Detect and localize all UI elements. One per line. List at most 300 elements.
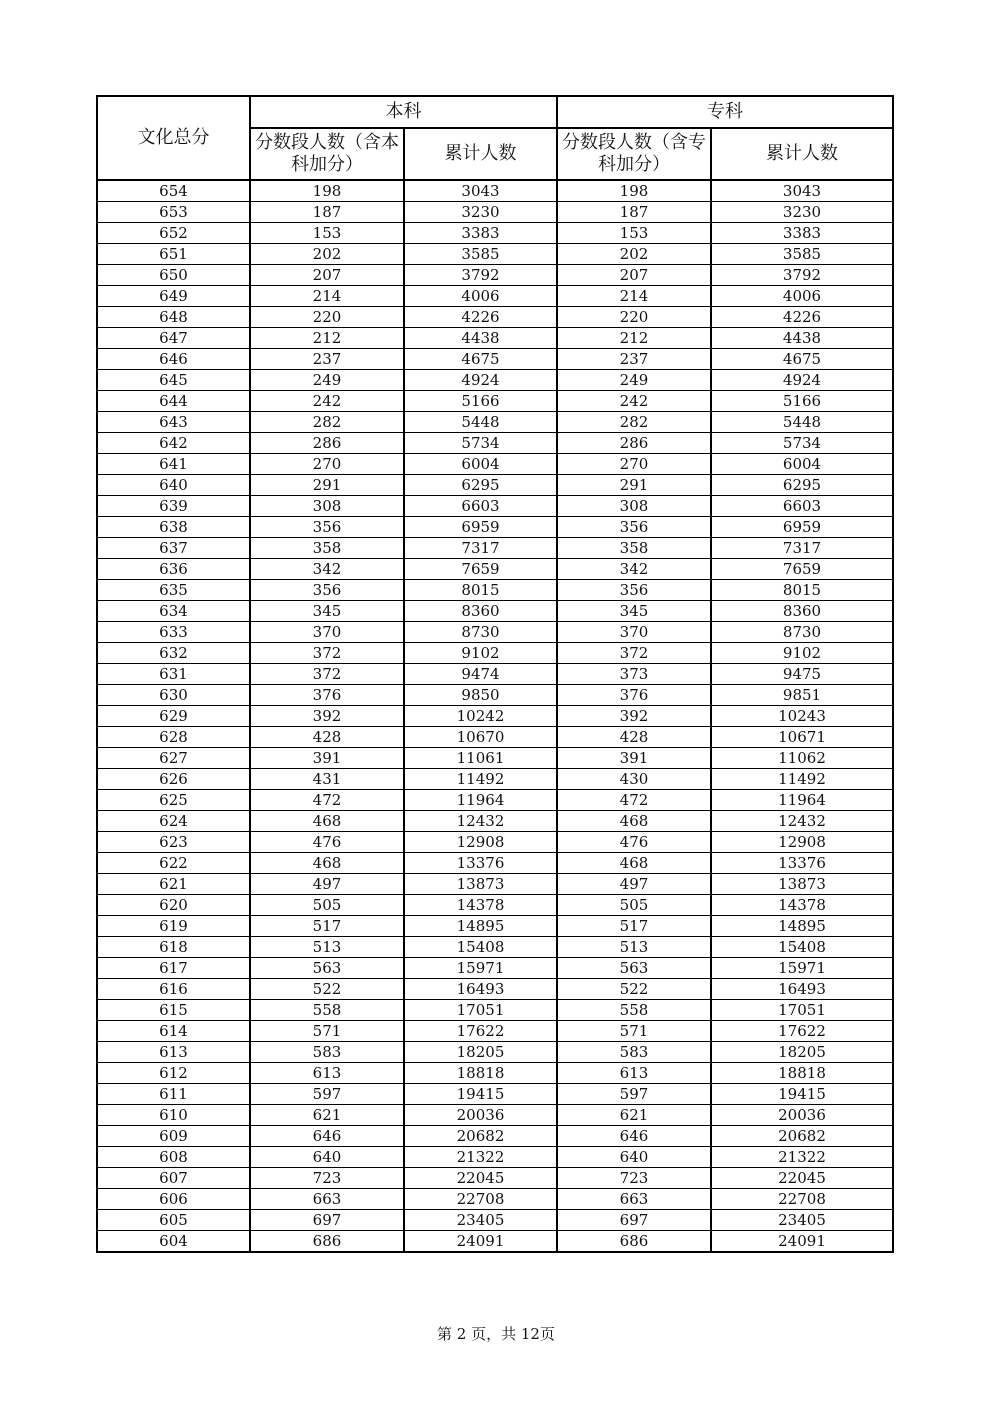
junior-count-cell: 153 xyxy=(557,223,711,244)
undergrad-cumulative-cell: 3043 xyxy=(404,180,557,202)
table-row xyxy=(97,180,893,202)
undergrad-cumulative-cell: 22708 xyxy=(404,1189,557,1210)
junior-cumulative-cell: 3792 xyxy=(711,265,893,286)
undergrad-count-cell: 345 xyxy=(250,601,404,622)
undergrad-count-cell: 646 xyxy=(250,1126,404,1147)
undergrad-count-cell: 342 xyxy=(250,559,404,580)
score-cell: 647 xyxy=(97,328,250,349)
undergrad-cumulative-cell: 17051 xyxy=(404,1000,557,1021)
table-header xyxy=(97,96,893,180)
junior-cumulative-cell: 9102 xyxy=(711,643,893,664)
undergrad-cumulative-cell: 8730 xyxy=(404,622,557,643)
junior-cumulative-cell: 5166 xyxy=(711,391,893,412)
table-row xyxy=(97,958,893,979)
score-cell: 648 xyxy=(97,307,250,328)
score-cell: 617 xyxy=(97,958,250,979)
junior-cumulative-cell: 4226 xyxy=(711,307,893,328)
junior-cumulative-cell: 6959 xyxy=(711,517,893,538)
undergrad-count-cell: 187 xyxy=(250,202,404,223)
table-row xyxy=(97,580,893,601)
table-row xyxy=(97,1189,893,1210)
undergrad-count-cell: 291 xyxy=(250,475,404,496)
score-cell: 653 xyxy=(97,202,250,223)
junior-cumulative-cell: 10671 xyxy=(711,727,893,748)
junior-cumulative-cell: 21322 xyxy=(711,1147,893,1168)
junior-cumulative-cell: 10243 xyxy=(711,706,893,727)
undergrad-cumulative-cell: 7659 xyxy=(404,559,557,580)
undergrad-cumulative-cell: 20682 xyxy=(404,1126,557,1147)
undergrad-count-cell: 270 xyxy=(250,454,404,475)
junior-cumulative-cell: 18205 xyxy=(711,1042,893,1063)
junior-cumulative-cell: 8015 xyxy=(711,580,893,601)
undergrad-cumulative-cell: 3585 xyxy=(404,244,557,265)
junior-cumulative-cell: 6004 xyxy=(711,454,893,475)
score-cell: 646 xyxy=(97,349,250,370)
junior-count-cell: 291 xyxy=(557,475,711,496)
header-junior-cumulative: 累计人数 xyxy=(711,128,893,180)
table-row xyxy=(97,790,893,811)
table-row xyxy=(97,454,893,475)
score-cell: 641 xyxy=(97,454,250,475)
undergrad-count-cell: 686 xyxy=(250,1231,404,1253)
table-row xyxy=(97,664,893,685)
junior-count-cell: 214 xyxy=(557,286,711,307)
undergrad-count-cell: 372 xyxy=(250,664,404,685)
undergrad-cumulative-cell: 21322 xyxy=(404,1147,557,1168)
junior-count-cell: 476 xyxy=(557,832,711,853)
header-score: 文化总分 xyxy=(97,96,250,180)
table-row xyxy=(97,832,893,853)
undergrad-count-cell: 376 xyxy=(250,685,404,706)
table-row xyxy=(97,559,893,580)
undergrad-cumulative-cell: 10242 xyxy=(404,706,557,727)
junior-cumulative-cell: 5448 xyxy=(711,412,893,433)
junior-count-cell: 571 xyxy=(557,1021,711,1042)
undergrad-cumulative-cell: 11964 xyxy=(404,790,557,811)
score-cell: 618 xyxy=(97,937,250,958)
undergrad-cumulative-cell: 9474 xyxy=(404,664,557,685)
table-row xyxy=(97,1084,893,1105)
undergrad-cumulative-cell: 10670 xyxy=(404,727,557,748)
junior-count-cell: 563 xyxy=(557,958,711,979)
junior-cumulative-cell: 13873 xyxy=(711,874,893,895)
junior-cumulative-cell: 22045 xyxy=(711,1168,893,1189)
undergrad-cumulative-cell: 6959 xyxy=(404,517,557,538)
score-cell: 615 xyxy=(97,1000,250,1021)
undergrad-count-cell: 613 xyxy=(250,1063,404,1084)
junior-count-cell: 468 xyxy=(557,811,711,832)
score-cell: 624 xyxy=(97,811,250,832)
junior-cumulative-cell: 3230 xyxy=(711,202,893,223)
undergrad-cumulative-cell: 4438 xyxy=(404,328,557,349)
junior-cumulative-cell: 19415 xyxy=(711,1084,893,1105)
table-row xyxy=(97,979,893,1000)
page-footer: 第 2 页，共 12页 xyxy=(437,1325,555,1343)
undergrad-count-cell: 723 xyxy=(250,1168,404,1189)
table-row xyxy=(97,1021,893,1042)
undergrad-cumulative-cell: 24091 xyxy=(404,1231,557,1253)
junior-cumulative-cell: 20036 xyxy=(711,1105,893,1126)
junior-cumulative-cell: 13376 xyxy=(711,853,893,874)
table-row xyxy=(97,601,893,622)
junior-count-cell: 597 xyxy=(557,1084,711,1105)
table-row xyxy=(97,1231,893,1253)
undergrad-cumulative-cell: 6004 xyxy=(404,454,557,475)
table-row xyxy=(97,412,893,433)
undergrad-count-cell: 697 xyxy=(250,1210,404,1231)
undergrad-count-cell: 202 xyxy=(250,244,404,265)
score-cell: 625 xyxy=(97,790,250,811)
undergrad-count-cell: 237 xyxy=(250,349,404,370)
score-cell: 630 xyxy=(97,685,250,706)
table-row xyxy=(97,475,893,496)
undergrad-cumulative-cell: 14378 xyxy=(404,895,557,916)
junior-count-cell: 308 xyxy=(557,496,711,517)
table-row xyxy=(97,706,893,727)
undergrad-count-cell: 308 xyxy=(250,496,404,517)
score-cell: 631 xyxy=(97,664,250,685)
junior-cumulative-cell: 4924 xyxy=(711,370,893,391)
undergrad-count-cell: 370 xyxy=(250,622,404,643)
junior-count-cell: 242 xyxy=(557,391,711,412)
junior-cumulative-cell: 22708 xyxy=(711,1189,893,1210)
undergrad-count-cell: 356 xyxy=(250,517,404,538)
junior-count-cell: 613 xyxy=(557,1063,711,1084)
junior-cumulative-cell: 3585 xyxy=(711,244,893,265)
table-row xyxy=(97,1063,893,1084)
undergrad-count-cell: 597 xyxy=(250,1084,404,1105)
table-row xyxy=(97,1168,893,1189)
undergrad-cumulative-cell: 4675 xyxy=(404,349,557,370)
undergrad-count-cell: 356 xyxy=(250,580,404,601)
undergrad-count-cell: 220 xyxy=(250,307,404,328)
table-row xyxy=(97,307,893,328)
undergrad-count-cell: 505 xyxy=(250,895,404,916)
undergrad-count-cell: 372 xyxy=(250,643,404,664)
undergrad-cumulative-cell: 4226 xyxy=(404,307,557,328)
junior-cumulative-cell: 11062 xyxy=(711,748,893,769)
table-row xyxy=(97,895,893,916)
junior-cumulative-cell: 15408 xyxy=(711,937,893,958)
undergrad-count-cell: 522 xyxy=(250,979,404,1000)
undergrad-count-cell: 358 xyxy=(250,538,404,559)
undergrad-cumulative-cell: 3230 xyxy=(404,202,557,223)
junior-count-cell: 372 xyxy=(557,643,711,664)
score-cell: 626 xyxy=(97,769,250,790)
score-cell: 611 xyxy=(97,1084,250,1105)
junior-cumulative-cell: 14895 xyxy=(711,916,893,937)
junior-count-cell: 513 xyxy=(557,937,711,958)
junior-cumulative-cell: 4438 xyxy=(711,328,893,349)
junior-count-cell: 373 xyxy=(557,664,711,685)
junior-count-cell: 202 xyxy=(557,244,711,265)
undergrad-count-cell: 476 xyxy=(250,832,404,853)
score-cell: 619 xyxy=(97,916,250,937)
undergrad-count-cell: 198 xyxy=(250,180,404,202)
junior-count-cell: 697 xyxy=(557,1210,711,1231)
table-row xyxy=(97,811,893,832)
undergrad-count-cell: 472 xyxy=(250,790,404,811)
table-row xyxy=(97,538,893,559)
table-row xyxy=(97,937,893,958)
undergrad-count-cell: 558 xyxy=(250,1000,404,1021)
undergrad-count-cell: 392 xyxy=(250,706,404,727)
undergrad-count-cell: 583 xyxy=(250,1042,404,1063)
junior-cumulative-cell: 9851 xyxy=(711,685,893,706)
undergrad-cumulative-cell: 15971 xyxy=(404,958,557,979)
score-cell: 636 xyxy=(97,559,250,580)
score-cell: 644 xyxy=(97,391,250,412)
score-cell: 621 xyxy=(97,874,250,895)
junior-cumulative-cell: 11492 xyxy=(711,769,893,790)
junior-cumulative-cell: 5734 xyxy=(711,433,893,454)
table-row xyxy=(97,853,893,874)
junior-count-cell: 472 xyxy=(557,790,711,811)
junior-cumulative-cell: 4675 xyxy=(711,349,893,370)
score-cell: 642 xyxy=(97,433,250,454)
undergrad-cumulative-cell: 7317 xyxy=(404,538,557,559)
table-row xyxy=(97,1210,893,1231)
junior-cumulative-cell: 9475 xyxy=(711,664,893,685)
score-cell: 640 xyxy=(97,475,250,496)
score-cell: 634 xyxy=(97,601,250,622)
undergrad-cumulative-cell: 19415 xyxy=(404,1084,557,1105)
undergrad-cumulative-cell: 11492 xyxy=(404,769,557,790)
undergrad-cumulative-cell: 20036 xyxy=(404,1105,557,1126)
table-row xyxy=(97,391,893,412)
table-row xyxy=(97,433,893,454)
junior-count-cell: 358 xyxy=(557,538,711,559)
undergrad-count-cell: 663 xyxy=(250,1189,404,1210)
undergrad-cumulative-cell: 9102 xyxy=(404,643,557,664)
junior-count-cell: 198 xyxy=(557,180,711,202)
score-distribution-table xyxy=(96,95,894,1253)
undergrad-count-cell: 468 xyxy=(250,853,404,874)
undergrad-cumulative-cell: 8360 xyxy=(404,601,557,622)
score-cell: 643 xyxy=(97,412,250,433)
undergrad-cumulative-cell: 9850 xyxy=(404,685,557,706)
junior-cumulative-cell: 8360 xyxy=(711,601,893,622)
undergrad-count-cell: 563 xyxy=(250,958,404,979)
undergrad-count-cell: 621 xyxy=(250,1105,404,1126)
undergrad-cumulative-cell: 12432 xyxy=(404,811,557,832)
table-row xyxy=(97,328,893,349)
score-cell: 654 xyxy=(97,180,250,202)
junior-cumulative-cell: 23405 xyxy=(711,1210,893,1231)
junior-count-cell: 517 xyxy=(557,916,711,937)
junior-count-cell: 430 xyxy=(557,769,711,790)
junior-count-cell: 187 xyxy=(557,202,711,223)
score-cell: 650 xyxy=(97,265,250,286)
undergrad-cumulative-cell: 16493 xyxy=(404,979,557,1000)
table-row xyxy=(97,1147,893,1168)
junior-count-cell: 497 xyxy=(557,874,711,895)
table-row xyxy=(97,1000,893,1021)
score-cell: 604 xyxy=(97,1231,250,1253)
junior-cumulative-cell: 3383 xyxy=(711,223,893,244)
score-cell: 622 xyxy=(97,853,250,874)
junior-count-cell: 723 xyxy=(557,1168,711,1189)
undergrad-cumulative-cell: 6603 xyxy=(404,496,557,517)
junior-cumulative-cell: 17051 xyxy=(711,1000,893,1021)
junior-count-cell: 270 xyxy=(557,454,711,475)
junior-count-cell: 583 xyxy=(557,1042,711,1063)
undergrad-cumulative-cell: 4924 xyxy=(404,370,557,391)
score-cell: 613 xyxy=(97,1042,250,1063)
table-row xyxy=(97,916,893,937)
score-cell: 651 xyxy=(97,244,250,265)
junior-count-cell: 621 xyxy=(557,1105,711,1126)
header-group-undergrad: 本科 xyxy=(250,96,557,128)
header-junior-count: 分数段人数（含专科加分） xyxy=(557,128,711,180)
undergrad-cumulative-cell: 8015 xyxy=(404,580,557,601)
junior-count-cell: 282 xyxy=(557,412,711,433)
score-cell: 609 xyxy=(97,1126,250,1147)
junior-cumulative-cell: 12432 xyxy=(711,811,893,832)
undergrad-count-cell: 242 xyxy=(250,391,404,412)
undergrad-cumulative-cell: 5166 xyxy=(404,391,557,412)
header-group-junior: 专科 xyxy=(557,96,893,128)
score-cell: 629 xyxy=(97,706,250,727)
junior-cumulative-cell: 7659 xyxy=(711,559,893,580)
undergrad-cumulative-cell: 11061 xyxy=(404,748,557,769)
undergrad-cumulative-cell: 23405 xyxy=(404,1210,557,1231)
junior-cumulative-cell: 18818 xyxy=(711,1063,893,1084)
score-cell: 627 xyxy=(97,748,250,769)
undergrad-cumulative-cell: 13376 xyxy=(404,853,557,874)
junior-cumulative-cell: 6603 xyxy=(711,496,893,517)
score-cell: 614 xyxy=(97,1021,250,1042)
junior-cumulative-cell: 6295 xyxy=(711,475,893,496)
undergrad-count-cell: 571 xyxy=(250,1021,404,1042)
table-row xyxy=(97,727,893,748)
score-cell: 616 xyxy=(97,979,250,1000)
undergrad-cumulative-cell: 18818 xyxy=(404,1063,557,1084)
junior-count-cell: 468 xyxy=(557,853,711,874)
junior-count-cell: 640 xyxy=(557,1147,711,1168)
junior-count-cell: 356 xyxy=(557,580,711,601)
junior-count-cell: 342 xyxy=(557,559,711,580)
junior-count-cell: 376 xyxy=(557,685,711,706)
junior-count-cell: 345 xyxy=(557,601,711,622)
table-row xyxy=(97,685,893,706)
score-cell: 639 xyxy=(97,496,250,517)
undergrad-cumulative-cell: 5448 xyxy=(404,412,557,433)
undergrad-cumulative-cell: 14895 xyxy=(404,916,557,937)
junior-count-cell: 505 xyxy=(557,895,711,916)
junior-count-cell: 522 xyxy=(557,979,711,1000)
junior-count-cell: 392 xyxy=(557,706,711,727)
junior-count-cell: 686 xyxy=(557,1231,711,1253)
junior-cumulative-cell: 24091 xyxy=(711,1231,893,1253)
junior-cumulative-cell: 7317 xyxy=(711,538,893,559)
undergrad-count-cell: 153 xyxy=(250,223,404,244)
undergrad-count-cell: 249 xyxy=(250,370,404,391)
undergrad-count-cell: 431 xyxy=(250,769,404,790)
undergrad-count-cell: 640 xyxy=(250,1147,404,1168)
junior-cumulative-cell: 4006 xyxy=(711,286,893,307)
junior-count-cell: 370 xyxy=(557,622,711,643)
table-row xyxy=(97,265,893,286)
undergrad-cumulative-cell: 22045 xyxy=(404,1168,557,1189)
junior-count-cell: 286 xyxy=(557,433,711,454)
undergrad-count-cell: 282 xyxy=(250,412,404,433)
table-row xyxy=(97,769,893,790)
score-cell: 620 xyxy=(97,895,250,916)
table-row xyxy=(97,517,893,538)
undergrad-cumulative-cell: 15408 xyxy=(404,937,557,958)
table-row xyxy=(97,1042,893,1063)
junior-cumulative-cell: 20682 xyxy=(711,1126,893,1147)
score-cell: 606 xyxy=(97,1189,250,1210)
score-cell: 632 xyxy=(97,643,250,664)
undergrad-cumulative-cell: 6295 xyxy=(404,475,557,496)
junior-count-cell: 391 xyxy=(557,748,711,769)
score-cell: 649 xyxy=(97,286,250,307)
undergrad-count-cell: 468 xyxy=(250,811,404,832)
junior-count-cell: 646 xyxy=(557,1126,711,1147)
table-body xyxy=(97,180,893,1252)
table-row xyxy=(97,1105,893,1126)
header-undergrad-cumulative: 累计人数 xyxy=(404,128,557,180)
undergrad-cumulative-cell: 3383 xyxy=(404,223,557,244)
table-row xyxy=(97,223,893,244)
score-cell: 623 xyxy=(97,832,250,853)
table-row xyxy=(97,496,893,517)
undergrad-cumulative-cell: 13873 xyxy=(404,874,557,895)
junior-count-cell: 249 xyxy=(557,370,711,391)
junior-count-cell: 237 xyxy=(557,349,711,370)
junior-cumulative-cell: 15971 xyxy=(711,958,893,979)
undergrad-cumulative-cell: 12908 xyxy=(404,832,557,853)
score-cell: 605 xyxy=(97,1210,250,1231)
score-cell: 652 xyxy=(97,223,250,244)
table-row xyxy=(97,286,893,307)
table-row xyxy=(97,244,893,265)
undergrad-count-cell: 517 xyxy=(250,916,404,937)
score-cell: 608 xyxy=(97,1147,250,1168)
score-cell: 635 xyxy=(97,580,250,601)
table-row xyxy=(97,643,893,664)
score-cell: 610 xyxy=(97,1105,250,1126)
table-row xyxy=(97,1126,893,1147)
undergrad-count-cell: 212 xyxy=(250,328,404,349)
header-undergrad-count: 分数段人数（含本科加分） xyxy=(250,128,404,180)
junior-cumulative-cell: 14378 xyxy=(711,895,893,916)
undergrad-count-cell: 391 xyxy=(250,748,404,769)
undergrad-count-cell: 214 xyxy=(250,286,404,307)
undergrad-cumulative-cell: 3792 xyxy=(404,265,557,286)
undergrad-cumulative-cell: 18205 xyxy=(404,1042,557,1063)
table-row xyxy=(97,622,893,643)
undergrad-cumulative-cell: 17622 xyxy=(404,1021,557,1042)
junior-count-cell: 212 xyxy=(557,328,711,349)
undergrad-cumulative-cell: 4006 xyxy=(404,286,557,307)
junior-cumulative-cell: 3043 xyxy=(711,180,893,202)
score-cell: 612 xyxy=(97,1063,250,1084)
junior-count-cell: 428 xyxy=(557,727,711,748)
table-row xyxy=(97,748,893,769)
undergrad-count-cell: 428 xyxy=(250,727,404,748)
junior-cumulative-cell: 12908 xyxy=(711,832,893,853)
score-cell: 633 xyxy=(97,622,250,643)
score-cell: 607 xyxy=(97,1168,250,1189)
score-cell: 645 xyxy=(97,370,250,391)
junior-cumulative-cell: 17622 xyxy=(711,1021,893,1042)
junior-cumulative-cell: 16493 xyxy=(711,979,893,1000)
undergrad-count-cell: 513 xyxy=(250,937,404,958)
undergrad-cumulative-cell: 5734 xyxy=(404,433,557,454)
